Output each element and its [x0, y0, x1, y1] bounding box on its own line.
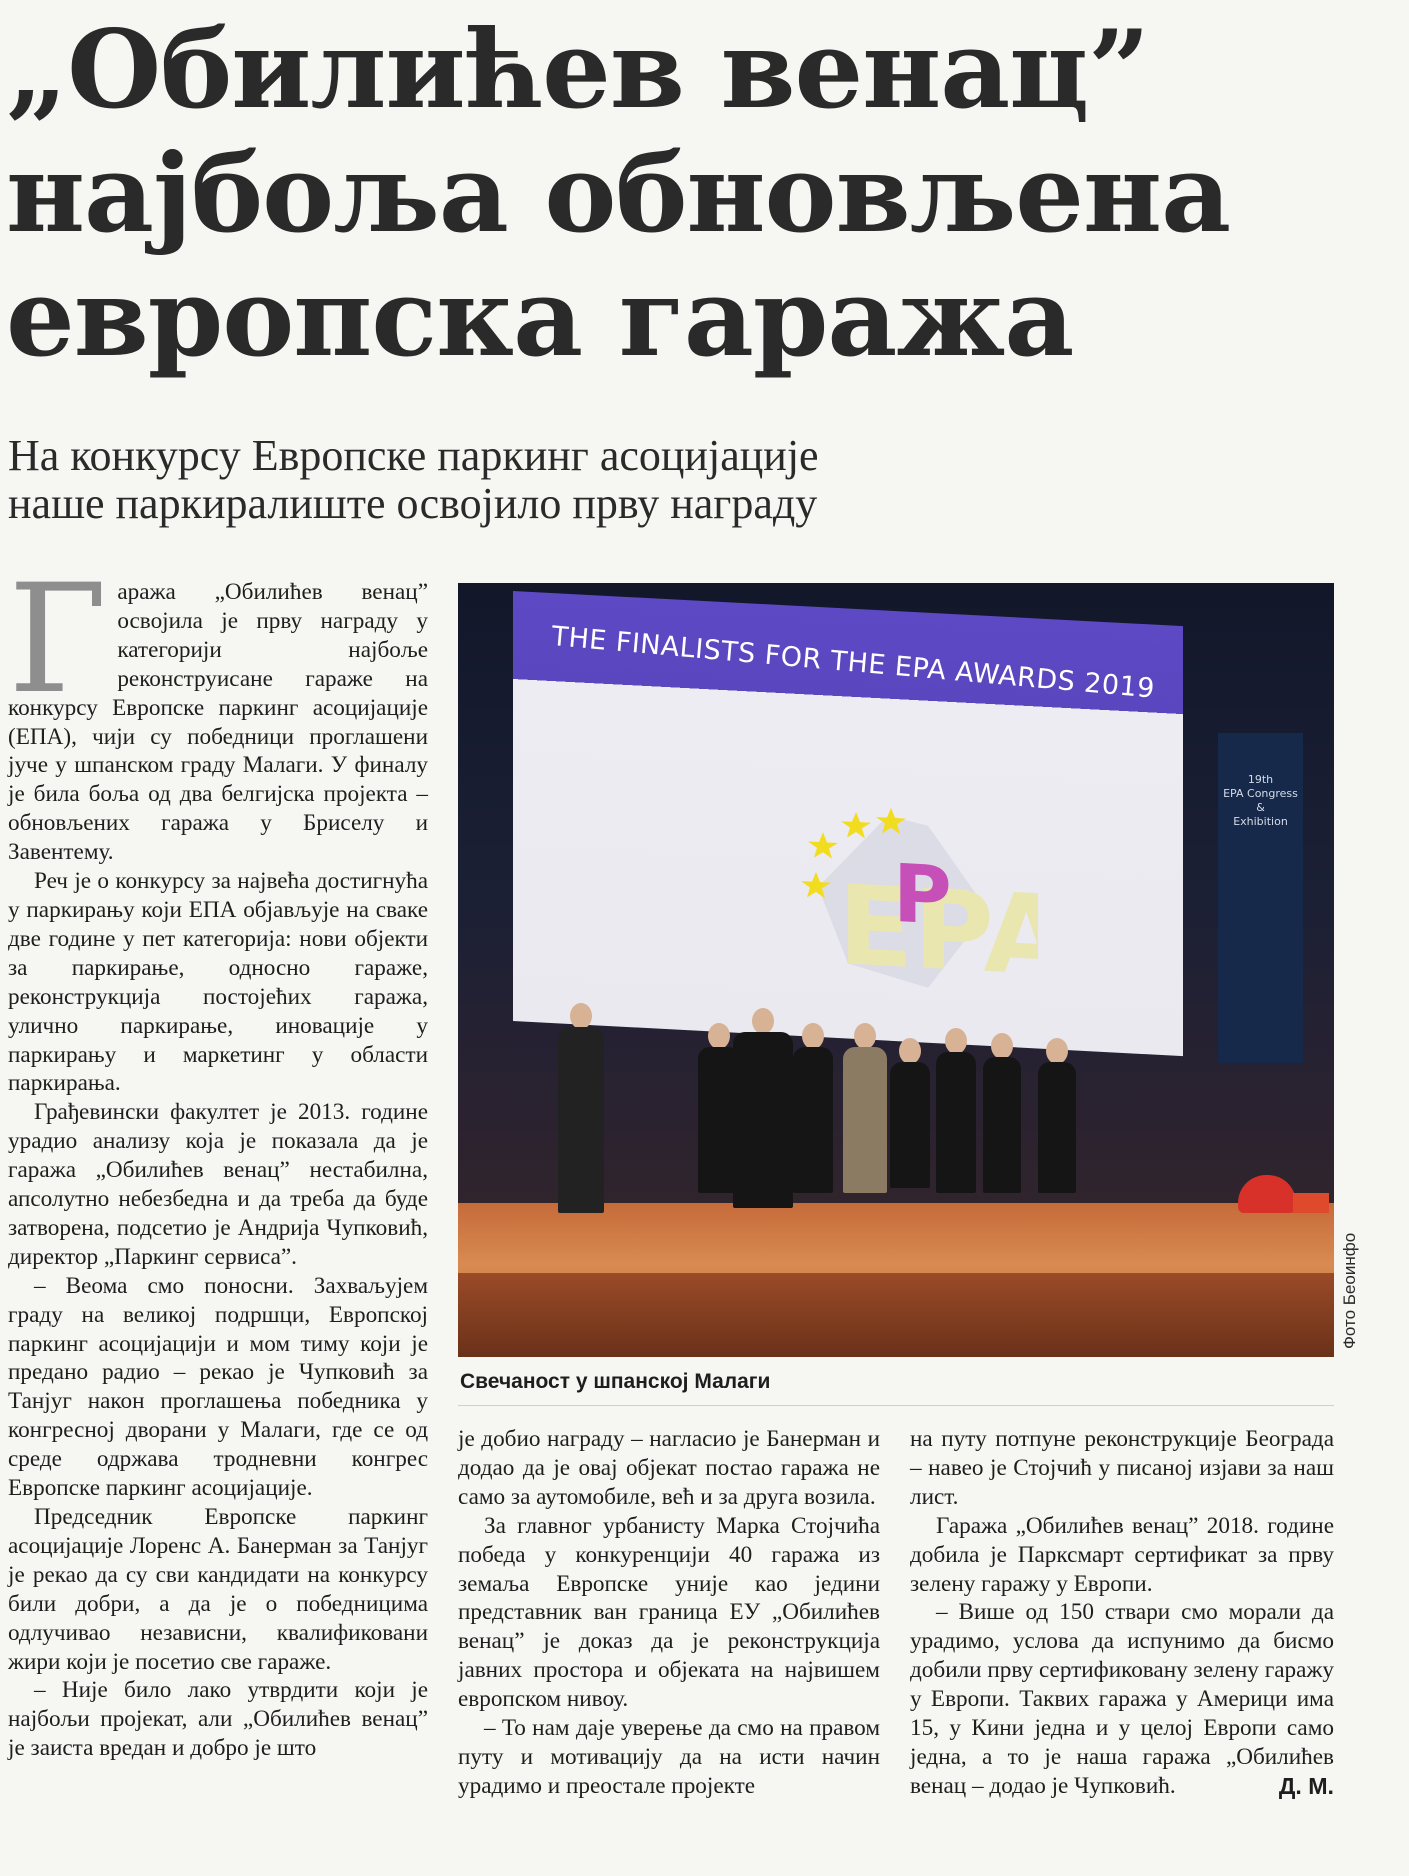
headline — [6, 8, 1396, 380]
article-paragraph: – Није било лако утврдити који је најбољи пројекат, али „Обилићев венац” је заиста вредан и добро је што — [8, 1677, 428, 1762]
article-paragraph: Реч је о конкурсу за највећа достигнућа у паркирању који ЕПА објављује на сваке две године у пет категорија: нови објекти за паркирање, односно гараже, реконструкција постојећих гаража, улично паркирање, иновације у паркирању и маркетинг у области паркирања. — [8, 868, 428, 1097]
author-signature: Д. М. — [1278, 1772, 1334, 1799]
article-paragraph: – Више од 150 ствари смо морали да урадимо, услова да испунимо да бисмо добили прву сертификовану зелену гаражу у Европи. Таквих гаража у Америци има 15, у Кини једна и у целој Европи само једна, а то је наша гаража „Обилићев венац – додао је Чупковић. — [910, 1599, 1334, 1799]
article-column-2 — [458, 1425, 880, 1801]
svg-text:EPA: EPA — [838, 861, 1038, 1002]
red-armchair — [1238, 1175, 1296, 1213]
headline-line-1: „Обилићев венац” — [6, 7, 1150, 133]
photo-caption: Свечаност у шпанској Малаги — [460, 1370, 771, 1393]
subheadline — [8, 432, 1108, 528]
headline-line-3: европска гаража — [6, 255, 1074, 381]
photo-credit: Фото Беоинфо — [1340, 1232, 1359, 1349]
congress-banner: 19th EPA Congress & Exhibition — [1218, 733, 1303, 1063]
article-photo — [458, 583, 1334, 1357]
person-figure — [890, 1038, 930, 1188]
article-paragraph: Гаража „Обилићев венац” 2018. године добила је Парксмарт сертификат за прву зелену гаражу у Европи. — [910, 1512, 1334, 1597]
headline-line-2: најбоља обновљена — [6, 131, 1231, 257]
screen-title: THE FINALISTS FOR THE EPA AWARDS 2019 — [550, 621, 1157, 705]
person-figure — [1038, 1038, 1076, 1193]
article-paragraph: – То нам даје уверење да смо на правом путу и мотивацију да на исти начин урадимо и преостале пројекте — [458, 1715, 880, 1799]
divider — [458, 1405, 1334, 1406]
person-figure — [843, 1023, 887, 1193]
person-figure — [936, 1028, 976, 1193]
stage-front — [458, 1273, 1334, 1357]
svg-text:P: P — [893, 846, 952, 943]
subheadline-line-1: На конкурсу Европске паркинг асоцијације — [8, 431, 819, 480]
side-table — [1293, 1193, 1329, 1213]
article-paragraph: За главног урбанисту Марка Стојчића победа у конкуренцији 40 гаража из земаља Европске уније као једини представник ван граница ЕУ „Обилићев венац” је доказ да је реконструкција јавних простора и објеката на највишем европском нивоу. — [458, 1512, 880, 1713]
article-paragraph: – Веома смо поносни. Захваљујем граду на великој подршци, Европској паркинг асоцијацији и мом тиму који је предано радио – рекао је Чупковић за Танјуг након проглашења победника у конгресној дворани у Малаги, где се од среде одржава тродневни конгрес Европске паркинг асоцијације. — [8, 1272, 428, 1502]
article-paragraph: Гаража „Обилићев венац” освојила је прву награду у категорији најбоље реконструисане гараже на конкурсу Европске паркинг асоцијације (ЕПА), чији су победници проглашени јуче у шпанском граду Малаги. У финалу је била боља од два белгијска пројекта – обновљених гаража у Бриселу и Завентему. — [8, 553, 428, 866]
drop-cap: Г — [8, 553, 108, 727]
article-paragraph: Председник Европске паркинг асоцијације Лоренс А. Банерман за Танјуг је рекао да су сви кандидати на конкурсу били добри, а да је о победницима одлучивао независни, квалификовани жири који је посетио све гараже. — [8, 1504, 428, 1675]
person-figure — [793, 1023, 833, 1193]
epa-logo — [778, 790, 1038, 1004]
article-column-1 — [8, 553, 428, 1763]
article-paragraph: Грађевински факултет је 2013. године урадио анализу која је показала да је гаража „Обилићев венац” нестабилна, апсолутно небезбедна и да треба да буде затворена, подсетио је Андрија Чупковић, директор „Паркинг сервиса”. — [8, 1099, 428, 1270]
article-column-3 — [910, 1425, 1334, 1801]
person-figure — [733, 1008, 793, 1208]
article-paragraph: је добио награду – нагласио је Банерман и додао да је овај објекат постао гаража не само за аутомобиле, већ и за друга возила. — [458, 1426, 880, 1510]
article-paragraph: на путу потпуне реконструкције Београда – навео је Стојчић у писаној изјави за наш лист. — [910, 1426, 1334, 1510]
subheadline-line-2: наше паркиралиште освојило прву награду — [8, 479, 818, 528]
person-figure — [558, 1003, 604, 1213]
person-figure — [983, 1033, 1021, 1193]
